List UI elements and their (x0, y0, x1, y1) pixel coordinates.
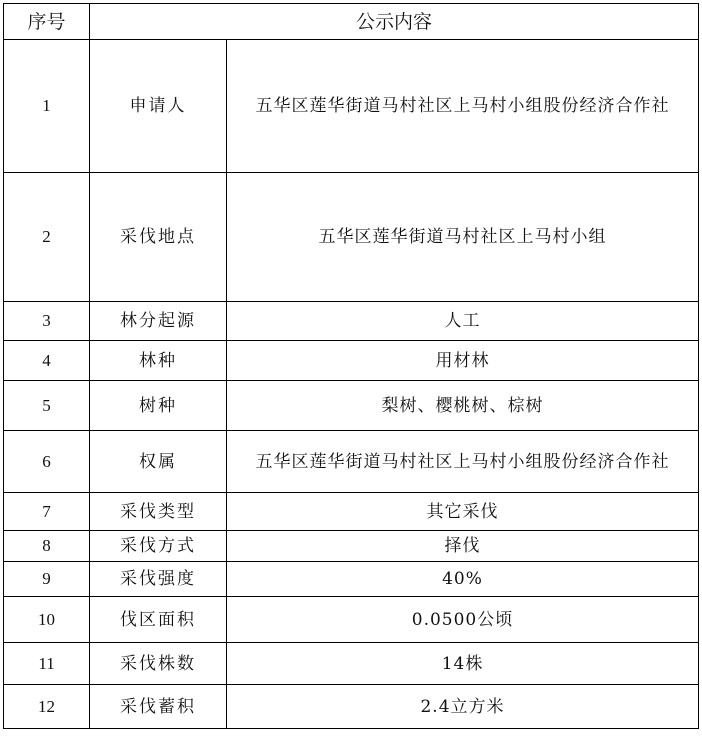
table-row (4, 173, 699, 302)
row-value: 人工 (227, 302, 699, 341)
row-value: 五华区莲华街道马村社区上马村小组股份经济合作社 (227, 40, 699, 173)
table-row (4, 531, 699, 562)
header-no: 序号 (4, 4, 90, 40)
row-item: 林种 (90, 341, 227, 381)
row-number: 5 (4, 381, 90, 431)
table-row (4, 562, 699, 597)
table-row (4, 493, 699, 531)
row-value: 2.4立方米 (227, 685, 699, 729)
table-row (4, 302, 699, 341)
row-value: 梨树、樱桃树、棕树 (227, 381, 699, 431)
table-row (4, 685, 699, 729)
row-value: 用材林 (227, 341, 699, 381)
table-row (4, 597, 699, 643)
row-item: 采伐类型 (90, 493, 227, 531)
row-value: 择伐 (227, 531, 699, 562)
row-number: 1 (4, 40, 90, 173)
row-value: 40% (227, 562, 699, 597)
table-row (4, 643, 699, 685)
table-row (4, 341, 699, 381)
notice-table (3, 3, 699, 729)
row-item: 伐区面积 (90, 597, 227, 643)
row-item: 采伐地点 (90, 173, 227, 302)
row-item: 林分起源 (90, 302, 227, 341)
row-item: 树种 (90, 381, 227, 431)
row-number: 12 (4, 685, 90, 729)
row-item: 权属 (90, 431, 227, 493)
row-value: 五华区莲华街道马村社区上马村小组 (227, 173, 699, 302)
row-number: 10 (4, 597, 90, 643)
row-number: 4 (4, 341, 90, 381)
table-row (4, 40, 699, 173)
row-item: 申请人 (90, 40, 227, 173)
row-number: 9 (4, 562, 90, 597)
row-number: 3 (4, 302, 90, 341)
row-value: 0.0500公顷 (227, 597, 699, 643)
row-number: 8 (4, 531, 90, 562)
row-item: 采伐株数 (90, 643, 227, 685)
header-content: 公示内容 (90, 4, 699, 40)
table-row (4, 381, 699, 431)
table-row (4, 431, 699, 493)
row-number: 6 (4, 431, 90, 493)
row-item: 采伐方式 (90, 531, 227, 562)
row-value: 五华区莲华街道马村社区上马村小组股份经济合作社 (227, 431, 699, 493)
table-header-row (4, 4, 699, 40)
row-item: 采伐强度 (90, 562, 227, 597)
row-value: 14株 (227, 643, 699, 685)
row-value: 其它采伐 (227, 493, 699, 531)
row-number: 7 (4, 493, 90, 531)
row-number: 2 (4, 173, 90, 302)
row-item: 采伐蓄积 (90, 685, 227, 729)
row-number: 11 (4, 643, 90, 685)
